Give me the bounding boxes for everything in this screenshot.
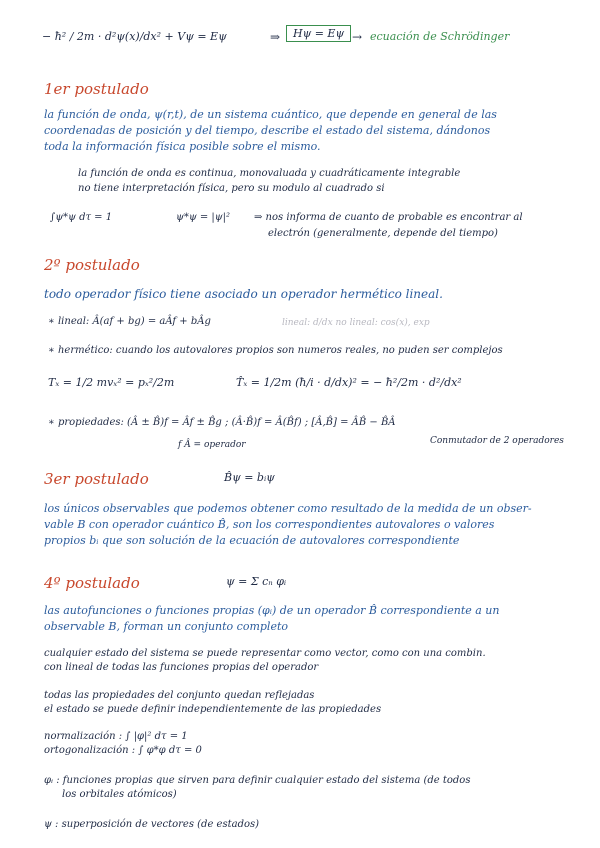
probability-note-1: ⇒ nos informa de cuanto de probable es encontrar al <box>254 212 523 223</box>
postulate-2-title: 2º postulado <box>44 256 140 274</box>
postulate-4-note-1: cualquier estado del sistema se puede representar como vector, como con una combin. <box>44 648 486 659</box>
hermitian-property: ∗ hermético: cuando los autovalores propios son numeros reales, no puden ser complejos <box>48 345 503 356</box>
superposition-equation: ψ = Σ cₙ φᵢ <box>226 575 287 588</box>
linear-examples-faint: lineal: d/dx no lineal: cos(x), exp <box>282 318 430 328</box>
postulate-3-title: 3er postulado <box>44 470 149 488</box>
normalization-condition: normalización : ∫ |φ|² dτ = 1 <box>44 731 188 742</box>
postulate-4-note-3: todas las propiedades del conjunto quedan reflejadas <box>44 690 315 701</box>
postulate-1-text-2: coordenadas de posición y del tiempo, describe el estado del sistema, dándonos <box>44 124 491 137</box>
postulate-1-note-1: la función de onda es continua, monovaluada y cuadráticamente integrable <box>78 168 461 179</box>
arrow-to-label: → <box>352 30 363 44</box>
kinetic-energy-classical: Tₓ = 1/2 mvₓ² = pₓ²/2m <box>48 376 175 389</box>
superposition-note: ψ : superposición de vectores (de estados) <box>44 819 260 830</box>
modulus-squared: ψ*ψ = |ψ|² <box>176 212 231 223</box>
postulate-1-title: 1er postulado <box>44 80 149 98</box>
postulate-4-title: 4º postulado <box>44 574 140 592</box>
postulate-4-note-2: con lineal de todas las funciones propias del operador <box>44 662 319 673</box>
kinetic-energy-operator: T̂ₓ = 1/2m (ħ/i · d/dx)² = − ħ²/2m · d²/dx² <box>236 376 462 389</box>
operator-note: f Â = operador <box>178 440 246 450</box>
postulate-3-text-1: los únicos observables que podemos obtener como resultado de la medida de un obser- <box>44 502 532 515</box>
normalization-integral: ∫ψ*ψ dτ = 1 <box>50 212 113 223</box>
eigenfunctions-note-2: los orbitales atómicos) <box>62 789 177 800</box>
postulate-4-text-2: observable B, forman un conjunto completo <box>44 620 288 633</box>
eigenfunctions-note-1: φᵢ : funciones propias que sirven para definir cualquier estado del sistema (de todos <box>44 775 471 786</box>
orthogonalization-condition: ortogonalización : ∫ φ*φ dτ = 0 <box>44 745 202 756</box>
postulate-1-text-3: toda la información física posible sobre el mismo. <box>44 140 321 153</box>
operator-properties: ∗ propiedades: (Â ± B̂)f = Âf ± B̂g ; (Â·B̂)f = Â(B̂f) ; [Â,B̂] = ÂB̂ − B̂Â <box>48 417 396 428</box>
schrodinger-equation: − ħ² / 2m · d²ψ(x)/dx² + Vψ = Eψ <box>42 30 227 43</box>
commutator-note: Conmutador de 2 operadores <box>430 436 564 446</box>
postulate-4-text-1: las autofunciones o funciones propias (φᵢ) de un operador B̂ correspondiente a un <box>44 604 500 617</box>
postulate-3-text-3: propios bᵢ que son solución de la ecuación de autovalores correspondiente <box>44 534 460 547</box>
postulate-1-note-2: no tiene interpretación física, pero su modulo al cuadrado si <box>78 183 385 194</box>
probability-note-2: electrón (generalmente, depende del tiempo) <box>268 228 498 239</box>
schrodinger-label: ecuación de Schrödinger <box>370 30 510 43</box>
postulate-3-text-2: vable B con operador cuántico B̂, son los correspondientes autovalores o valores <box>44 518 495 531</box>
boxed-hamiltonian-equation: Hψ = Eψ <box>286 25 351 42</box>
postulate-1-text-1: la función de onda, ψ(r,t), de un sistema cuántico, que depende en general de las <box>44 108 497 121</box>
implies-arrow: ⇒ <box>270 30 281 44</box>
postulate-2-text: todo operador físico tiene asociado un operador hermético lineal. <box>44 287 443 301</box>
linear-property: ∗ lineal: Â(af + bg) = aÂf + bÂg <box>48 316 211 327</box>
eigenvalue-equation: B̂ψ = bᵢψ <box>224 471 275 484</box>
postulate-4-note-4: el estado se puede definir independientemente de las propiedades <box>44 704 382 715</box>
